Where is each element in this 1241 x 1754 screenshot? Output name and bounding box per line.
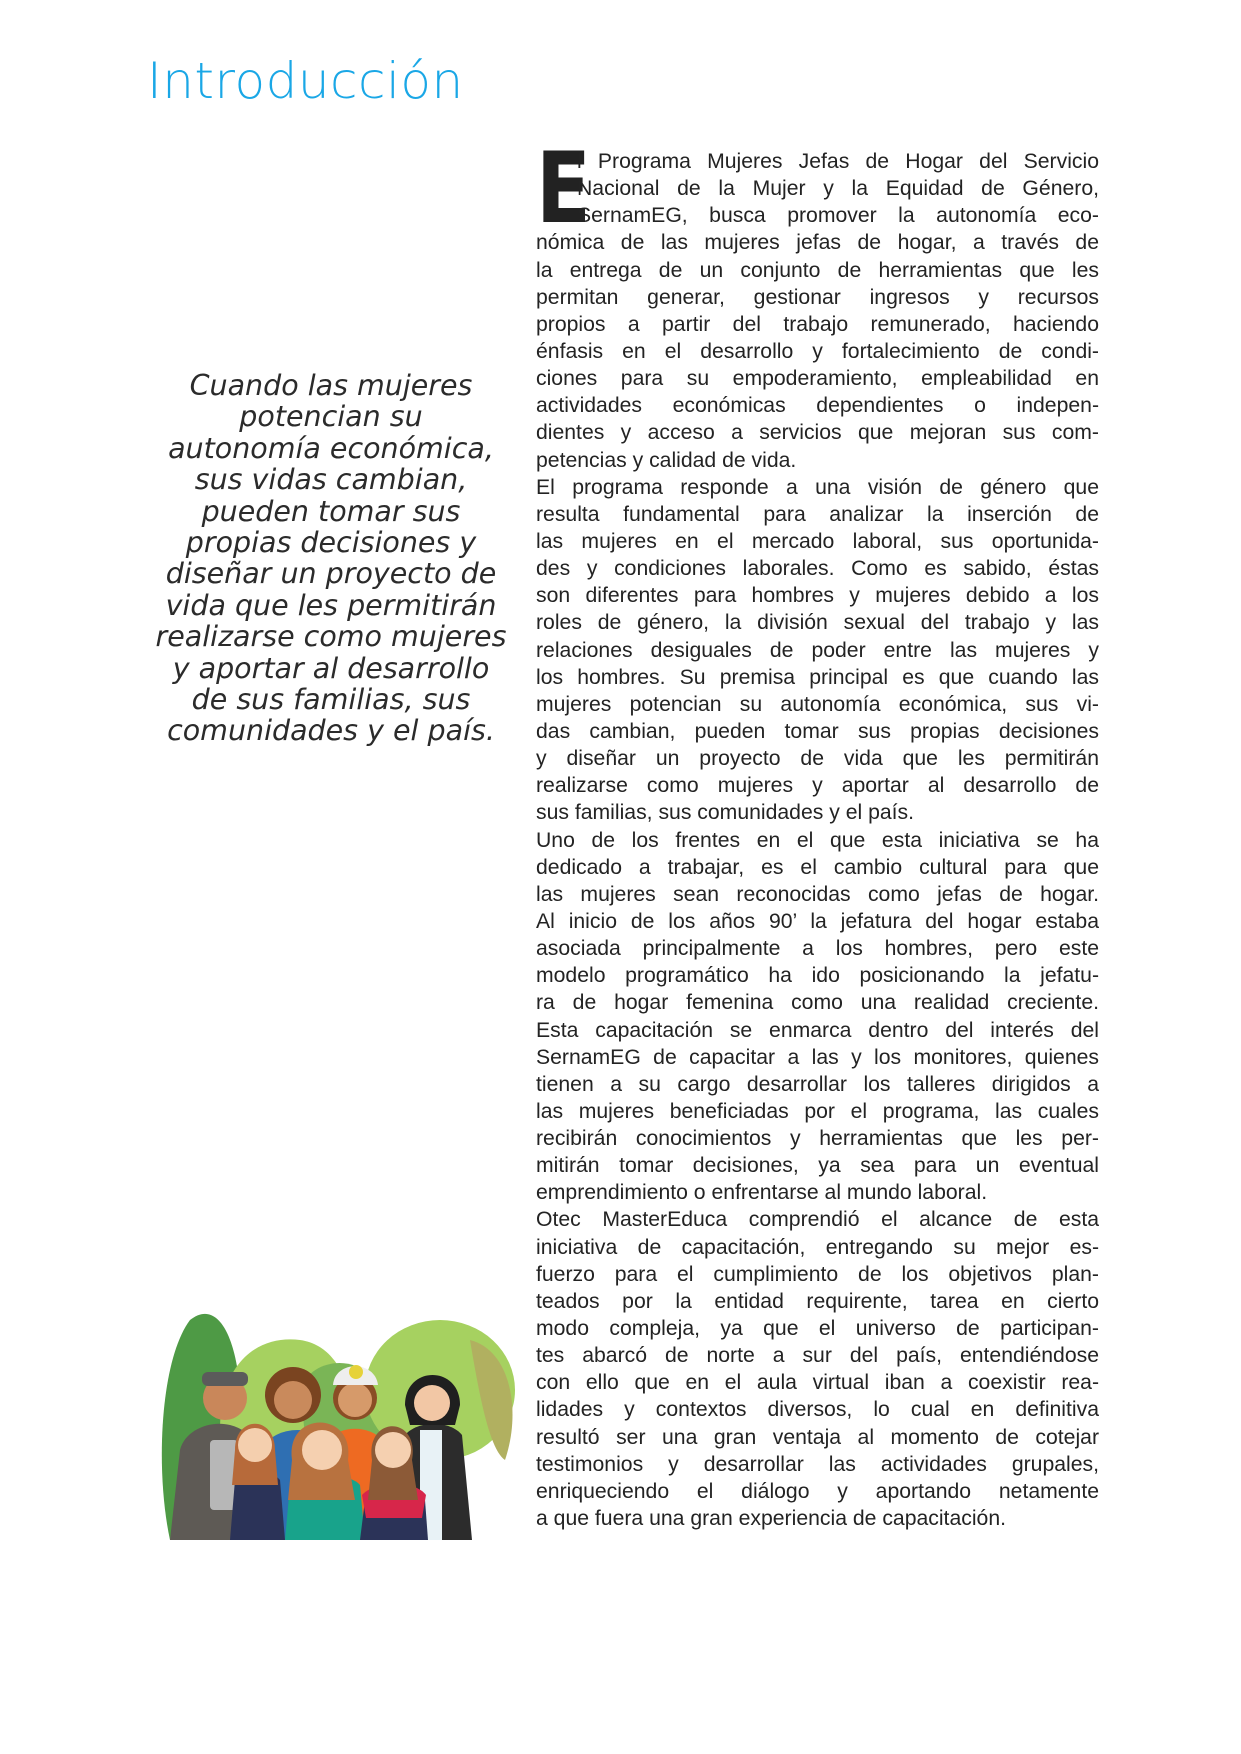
text-line: son diferentes para hombres y mujeres debido a los bbox=[536, 584, 1099, 608]
quote-line: de sus familias, sus bbox=[191, 683, 471, 717]
text-line: Al inicio de los años 90’ la jefatura del hogar estaba bbox=[536, 909, 1099, 933]
text-line: ciones para su empoderamiento, empleabilidad en bbox=[536, 367, 1099, 391]
text-line: y diseñar un proyecto de vida que les permitirán bbox=[536, 747, 1099, 771]
text-line: tienen a su cargo desarrollar los talleres dirigidos a bbox=[536, 1072, 1099, 1096]
text-line: SernamEG de capacitar a las y los monitores, quienes bbox=[536, 1045, 1099, 1069]
text-line: iniciativa de capacitación, entregando su mejor es- bbox=[536, 1235, 1099, 1259]
text-line: l Programa Mujeres Jefas de Hogar del Servicio bbox=[577, 150, 1099, 173]
quote-line: Cuando las mujeres bbox=[189, 369, 473, 402]
text-line: tes abarcó de norte a sur del país, entendiéndose bbox=[536, 1344, 1099, 1368]
text-line: roles de género, la división sexual del trabajo y las bbox=[536, 611, 1099, 635]
text-line: permitan generar, gestionar ingresos y recursos bbox=[536, 285, 1099, 309]
quote-line: diseñar un proyecto de bbox=[165, 557, 497, 591]
text-line: sus familias, sus comunidades y el país. bbox=[536, 801, 915, 825]
quote-line: vida que les permitirán bbox=[165, 588, 497, 622]
text-line: recibirán conocimientos y herramientas que les per- bbox=[536, 1127, 1099, 1151]
paragraph bbox=[536, 1206, 1099, 1532]
text-line: la entrega de un conjunto de herramientas que les bbox=[536, 258, 1099, 282]
text-line: Otec MasterEduca comprendió el alcance de esta bbox=[536, 1208, 1099, 1232]
text-line: propios a partir del trabajo remunerado, haciendo bbox=[536, 312, 1099, 336]
body-text bbox=[536, 132, 1099, 1532]
text-line: enriqueciendo el diálogo y aportando netamente bbox=[536, 1479, 1099, 1503]
group-of-women-illustration bbox=[150, 1300, 520, 1540]
text-line: relaciones desiguales de poder entre las mujeres y bbox=[536, 638, 1099, 662]
quote-line: sus vidas cambian, bbox=[194, 463, 468, 497]
quote-line: propias decisiones y bbox=[185, 526, 477, 560]
person-head bbox=[274, 1381, 312, 1419]
person-head bbox=[414, 1385, 450, 1421]
text-line: lidades y contextos diversos, lo cual en definitiva bbox=[536, 1398, 1099, 1422]
text-line: teados por la entidad requirente, tarea en cierto bbox=[536, 1289, 1099, 1313]
text-line: realizarse como mujeres y aportar al desarrollo de bbox=[536, 774, 1099, 798]
text-line: des y condiciones laborales. Como es sabido, éstas bbox=[536, 557, 1099, 581]
paragraph bbox=[536, 1017, 1099, 1207]
text-line: nómica de las mujeres jefas de hogar, a través de bbox=[536, 231, 1099, 255]
paragraph bbox=[536, 132, 1099, 474]
paragraph bbox=[536, 474, 1099, 827]
quote-line: pueden tomar sus bbox=[201, 494, 461, 528]
text-line: a que fuera una gran experiencia de capacitación. bbox=[536, 1507, 1006, 1531]
helmet-lamp bbox=[349, 1365, 363, 1379]
text-line: dientes y acceso a servicios que mejoran sus com- bbox=[536, 421, 1099, 445]
text-line: mitirán tomar decisiones, ya sea para un eventual bbox=[536, 1154, 1099, 1178]
text-line: Nacional de la Mujer y la Equidad de Género, bbox=[577, 177, 1099, 201]
text-line: las mujeres sean reconocidas como jefas de hogar. bbox=[536, 882, 1099, 906]
quote-line: y aportar al desarrollo bbox=[172, 651, 490, 685]
drop-cap: E bbox=[536, 132, 591, 246]
person-head bbox=[338, 1383, 372, 1417]
person-head bbox=[238, 1428, 272, 1462]
quote-line: potencian su bbox=[239, 400, 423, 434]
text-line: El programa responde a una visión de género que bbox=[536, 475, 1099, 499]
text-line: dedicado a trabajar, es el cambio cultural para que bbox=[536, 855, 1099, 879]
text-line: SernamEG, busca promover la autonomía eco- bbox=[577, 204, 1099, 228]
text-line: fuerzo para el cumplimiento de los objetivos plan- bbox=[536, 1262, 1099, 1286]
text-line: testimonios y desarrollar las actividades grupales, bbox=[536, 1452, 1099, 1476]
quote-line: realizarse como mujeres bbox=[155, 620, 507, 654]
text-line: mujeres potencian su autonomía económica, sus vi- bbox=[536, 692, 1099, 716]
page-title: Introducción bbox=[147, 52, 464, 110]
text-line: resulta fundamental para analizar la inserción de bbox=[536, 502, 1099, 526]
person-head bbox=[302, 1430, 342, 1470]
text-line: Uno de los frentes en el que esta iniciativa se ha bbox=[536, 828, 1099, 852]
text-line: asociada principalmente a los hombres, pero este bbox=[536, 937, 1099, 961]
text-line: las mujeres en el mercado laboral, sus oportunida- bbox=[536, 529, 1099, 553]
text-line: resultó ser una gran ventaja al momento de cotejar bbox=[536, 1425, 1099, 1449]
paragraph bbox=[536, 827, 1099, 1017]
text-line: petencias y calidad de vida. bbox=[536, 448, 797, 472]
text-line: das cambian, pueden tomar sus propias decisiones bbox=[536, 719, 1099, 743]
quote-line: comunidades y el país. bbox=[167, 714, 495, 748]
person-head bbox=[375, 1432, 411, 1468]
text-line: con ello que en el aula virtual iban a coexistir rea- bbox=[536, 1371, 1099, 1395]
text-line: modelo programático ha ido posicionando la jefatu- bbox=[536, 964, 1099, 988]
text-line: ra de hogar femenina como una realidad creciente. bbox=[536, 991, 1099, 1015]
pull-quote bbox=[140, 370, 522, 747]
text-line: los hombres. Su premisa principal es que cuando las bbox=[536, 665, 1099, 689]
text-line: las mujeres beneficiadas por el programa, las cuales bbox=[536, 1099, 1099, 1123]
text-line: emprendimiento o enfrentarse al mundo laboral. bbox=[536, 1181, 988, 1205]
text-line: actividades económicas dependientes o indepen- bbox=[536, 394, 1099, 418]
quote-line: autonomía económica, bbox=[168, 431, 494, 465]
text-line: énfasis en el desarrollo y fortalecimiento de condi- bbox=[536, 339, 1099, 363]
headband bbox=[202, 1372, 248, 1386]
text-line: Esta capacitación se enmarca dentro del interés del bbox=[536, 1018, 1099, 1042]
text-line: modo compleja, ya que el universo de participan- bbox=[536, 1317, 1099, 1341]
